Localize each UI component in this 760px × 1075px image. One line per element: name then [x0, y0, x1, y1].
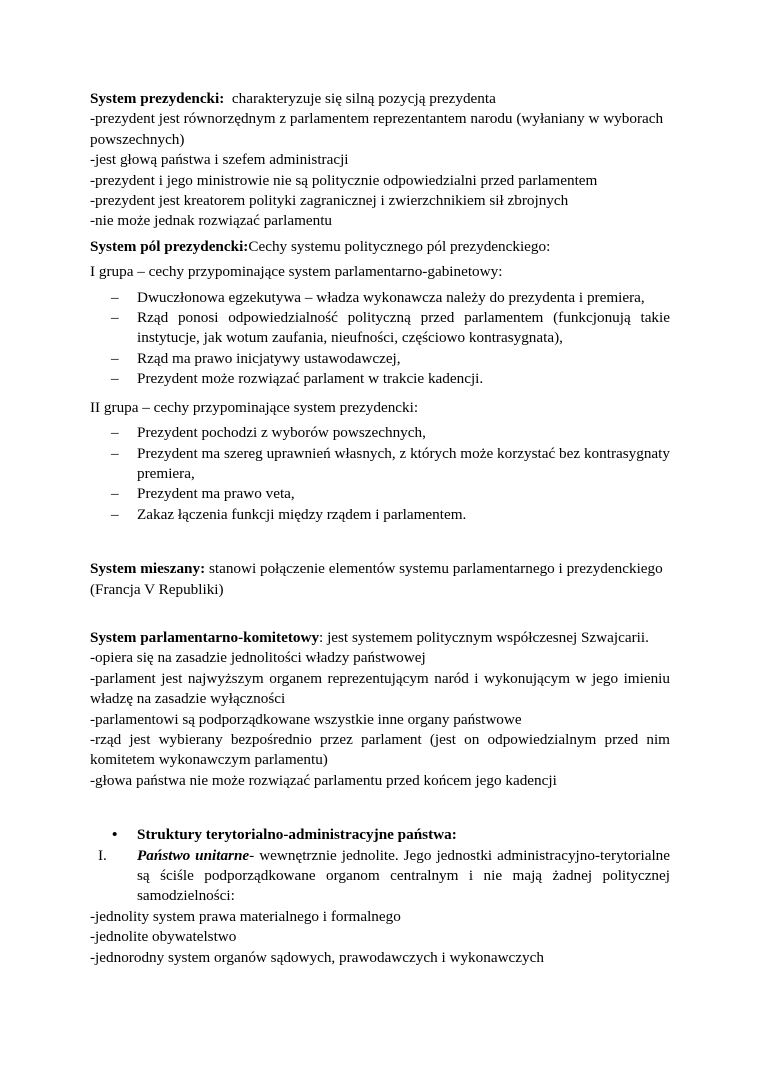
section-intro: charakteryzuje się silną pozycją prezydenta	[224, 90, 496, 107]
feature-line: -parlamentowi są podporządkowane wszystkie inne organy państwowe	[90, 710, 522, 728]
bullet-icon: •	[112, 826, 118, 844]
paragraph	[90, 628, 670, 648]
feature-line: -prezydent jest kreatorem polityki zagranicznej i zwierzchnikiem sił zbrojnych	[90, 192, 569, 210]
list-item: – Prezydent ma szereg uprawnień własnych, z których może korzystać bez kontrasygnaty premiera,	[137, 444, 670, 485]
list-item: – Prezydent pochodzi z wyborów powszechnych,	[137, 423, 670, 443]
group-title: II grupa – cechy przypominające system prezydencki:	[90, 398, 419, 416]
section-text: stanowi połączenie elementów systemu parlamentarnego i prezydenckiego (Francja V Republiki)	[90, 560, 663, 598]
paragraph	[90, 89, 670, 109]
spacer	[90, 390, 670, 398]
dash-list	[90, 288, 670, 390]
section-heading: System prezydencki:	[90, 90, 225, 107]
spacer	[90, 600, 670, 628]
feature-line: -parlament jest najwyższym organem reprezentującym naród i wykonującym w jego imieniu władzę na zasadzie wyłączności	[90, 669, 670, 708]
roman-numeral: I.	[98, 846, 107, 864]
section-intro: : jest systemem politycznym współczesnej Szwajcarii.	[319, 628, 649, 646]
section-heading: System mieszany:	[90, 560, 206, 578]
section-presidential-system	[90, 89, 670, 232]
section-territorial-structures	[90, 825, 670, 968]
list-item: – Zakaz łączenia funkcji między rządem i parlamentem.	[137, 505, 670, 525]
spacer	[90, 791, 670, 825]
list-item: – Dwuczłonowa egzekutywa – władza wykonawcza należy do prezydenta i premiera,	[137, 288, 670, 308]
paragraph	[90, 559, 670, 600]
list-item: – Rząd ma prawo inicjatywy ustawodawczej,	[137, 349, 670, 369]
feature-line: -prezydent jest równorzędnym z parlamentem reprezentantem narodu (wyłaniany w wyborach powszechnych)	[90, 110, 664, 148]
list-item: – Prezydent ma prawo veta,	[137, 484, 670, 504]
document-page	[90, 89, 670, 968]
term: Państwo unitarne	[137, 846, 250, 864]
list-item: – Prezydent może rozwiązać parlament w trakcie kadencji.	[137, 369, 670, 389]
numbered-item	[90, 846, 670, 907]
section-heading: System parlamentarno-komitetowy	[90, 628, 320, 646]
feature-line: -nie może jednak rozwiązać parlamentu	[90, 212, 333, 230]
section-mixed-system	[90, 559, 670, 600]
feature-line: -rząd jest wybierany bezpośrednio przez parlament (jest on odpowiedzialnym przed nim komitetem wykonawczym parlamentu)	[90, 730, 670, 769]
feature-line: -jednolite obywatelstwo	[90, 928, 237, 946]
section-intro: Cechy systemu politycznego pól prezydenckiego:	[248, 237, 551, 255]
list-item: – Rząd ponosi odpowiedzialność polityczną przed parlamentem (funkcjonują takie instytucje, jak wotum zaufania, nieufności, częściowo kontrasygnata),	[137, 308, 670, 349]
definition: - wewnętrznie jednolite. Jego jednostki administracyjno-terytorialne są ściśle podporządkowane organom centralnym i nie mają żadnej politycznej samodzielności:	[137, 846, 670, 905]
group-title: I grupa – cechy przypominające system parlamentarno-gabinetowy:	[90, 263, 503, 281]
section-semi-presidential-system	[90, 237, 670, 525]
paragraph	[90, 237, 670, 257]
spacer	[90, 525, 670, 559]
bullet-heading	[90, 825, 670, 845]
feature-line: -jednorodny system organów sądowych, prawodawczych i wykonawczych	[90, 948, 544, 966]
feature-line: -jednolity system prawa materialnego i formalnego	[90, 907, 401, 925]
heading-text: Struktury terytorialno-administracyjne państwa:	[137, 826, 457, 844]
feature-line: -jest głową państwa i szefem administracji	[90, 151, 349, 169]
dash-list	[90, 423, 670, 525]
section-heading: System pól prezydencki:	[90, 237, 249, 255]
feature-line: -opiera się na zasadzie jednolitości władzy państwowej	[90, 649, 426, 667]
feature-line: -prezydent i jego ministrowie nie są politycznie odpowiedzialni przed parlamentem	[90, 171, 598, 189]
feature-line: -głowa państwa nie może rozwiązać parlamentu przed końcem jego kadencji	[90, 771, 557, 789]
section-committee-system	[90, 628, 670, 791]
